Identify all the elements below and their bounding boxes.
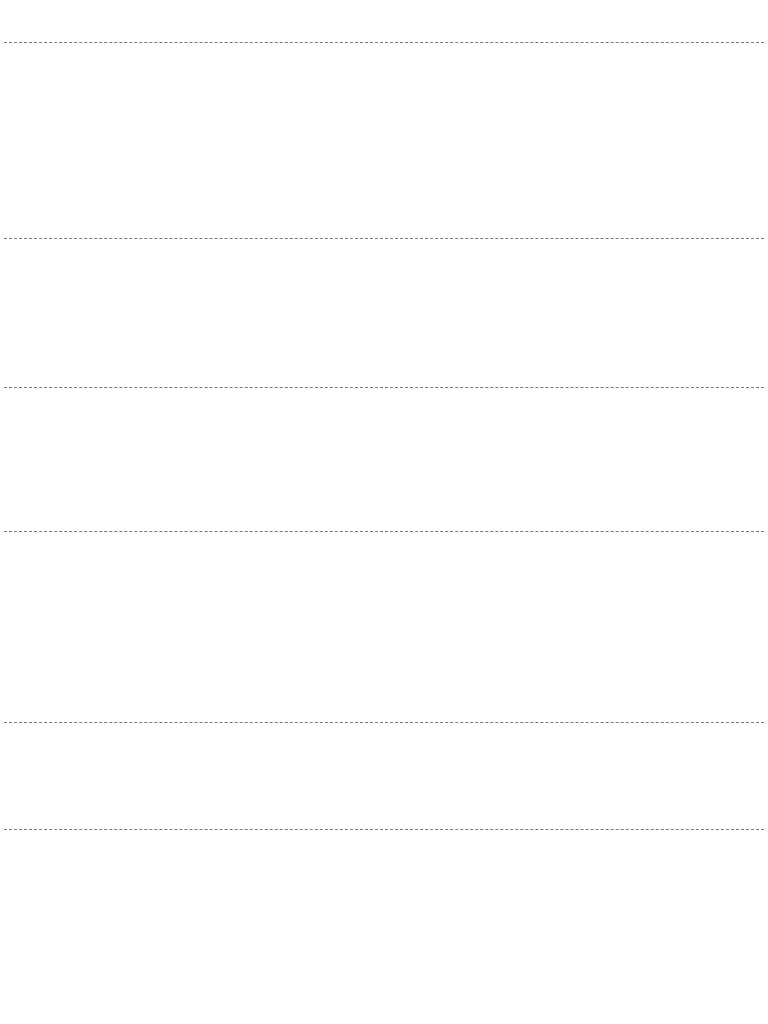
section-divider: [4, 238, 764, 239]
text-line: [4, 1020, 764, 1024]
section-divider: [4, 722, 764, 723]
document-section: [4, 725, 764, 828]
document-section: [4, 832, 764, 1024]
document-section: [4, 241, 764, 385]
section-divider: [4, 42, 764, 43]
text-line: [4, 711, 764, 716]
document-section: [4, 390, 764, 529]
document-section: [4, 534, 764, 720]
section-divider: [4, 387, 764, 388]
document-section: [4, 0, 764, 40]
text-line: [4, 32, 764, 37]
text-line: [4, 819, 764, 824]
text-line: [4, 521, 764, 526]
section-divider: [4, 829, 764, 830]
text-line: [4, 228, 764, 233]
section-divider: [4, 531, 764, 532]
text-line: [4, 377, 764, 382]
document-section: [4, 45, 764, 236]
